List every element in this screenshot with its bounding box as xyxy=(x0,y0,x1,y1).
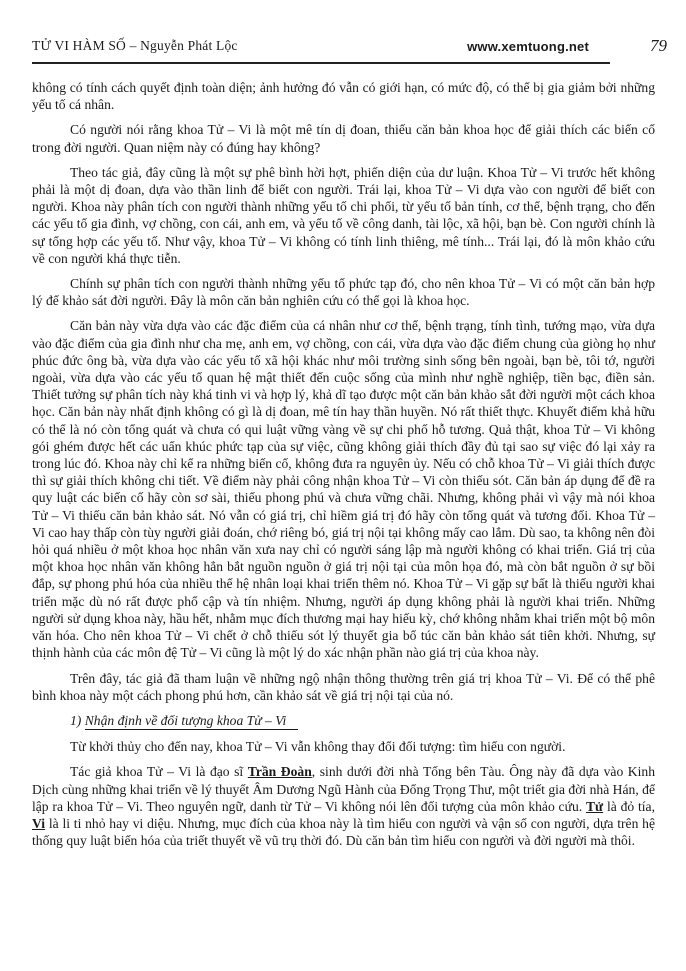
paragraph xyxy=(32,164,655,267)
paragraph xyxy=(32,763,655,849)
text-run: Từ khởi thủy cho đến nay, khoa Tử – Vi vẫn không thay đổi đối tượng: tìm hiểu con người. xyxy=(70,739,566,755)
book-title: TỬ VI HÀM SỐ – Nguyễn Phát Lộc xyxy=(32,38,238,53)
paragraph xyxy=(32,670,655,704)
text-run: Tác giả khoa Tử – Vi là đạo sĩ xyxy=(70,764,248,780)
website-url: www.xemtuong.net xyxy=(467,39,589,54)
page-header xyxy=(32,36,667,62)
emphasized-term: Vi xyxy=(32,815,46,831)
section-heading xyxy=(32,712,655,729)
text-run: 1) xyxy=(70,712,85,728)
paragraph xyxy=(32,121,655,155)
text-run: Theo tác giả, đây cũng là một sự phê bình hời hợt, phiến diện của dư luận. Khoa Tử – Vi trước hết không phải là một dị đoan, dựa vào thần linh để biết con người. Trái lại, khoa Tử – Vi dựa vào con người để biết con người. Khoa này phân tích con người thành những yếu tố chi phối, từ yếu tố bản tính, cơ thể, bệnh trạng, cho đến các yếu tố gia đình, vợ chồng, con cái, anh em, và yếu tố về công danh, tài lộc, xã hội, bạn bè. Con người chính là sự tổng hợp các yếu tố. Như vậy, khoa Tử – Vi không có tính linh thiêng, mê tính... Trái lại, đó là môn khảo cứu về con người khá thực tiễn. xyxy=(32,164,655,266)
text-run: là li ti nhỏ hay vi diệu. Nhưng, mục đích của khoa này là tìm hiểu con người và vận số con người, dựa trên hệ thống quy luật biến hóa của triết thuyết về vũ trụ thời đó. Dù căn bản tìm hiểu con người và đời người mà thôi. xyxy=(32,815,655,849)
text-run: , sinh dưới đời nhà Tống bên Tàu. Ông này đã dựa vào Kinh Dịch cùng những khai triển về lý thuyết Âm Dương Ngũ Hành của Đổng Trọng Thư, một triết gia đời nhà Hán, để lập ra khoa Tử – Vi. Theo nguyên ngữ, danh từ Tử – Vi không nói lên đối tượng của môn khảo cứu. xyxy=(32,764,655,814)
paragraph xyxy=(32,79,655,113)
text-run: không có tính cách quyết định toàn diện; ảnh hưởng đó vẫn có giới hạn, có mức độ, có thể bị gia giảm bởi những yếu tố cá nhân. xyxy=(32,80,655,113)
page-body xyxy=(32,79,655,849)
text-run: Có người nói rằng khoa Tử – Vi là một mê tín dị đoan, thiếu căn bản khoa học để giải thích các biến cố trong đời người. Quan niệm này có đúng hay không? xyxy=(32,122,655,155)
page-number: 79 xyxy=(650,36,667,55)
paragraph xyxy=(32,275,655,309)
text-run: là đỏ tía, xyxy=(603,798,655,814)
text-run: Căn bản này vừa dựa vào các đặc điểm của cá nhân như cơ thể, bệnh trạng, tính tình, tướng mạo, vừa dựa vào đặc điểm của gia đình như cha mẹ, anh em, vợ chồng, con cái, vừa dựa vào đặc điểm chung của giòng họ như phúc đức ông bà, vừa dựa vào các yếu tố xã hội khác như môi trường sinh sống bên ngoài, bạn bè, tôi tớ, người ngoài, vừa dựa vào các yếu tố quan hệ mật thiết đến cuộc sống của mình như nghề nghiệp, tiền bạc, điền sản. Thiết tưởng sự phân tích này khá tinh vi và hợp lý, khả dĩ tạo được một căn bản khảo sắt đời người một cách khoa học. Căn bản này nhất định không có gì là dị đoan, mê tín hay thần huyền. Nó rất thiết thực. Khuyết điểm khả hữu có thể là nó còn tổng quát và chưa có qui luật vững vàng về sự chi phố hỗ tương. Quả thật, khoa Tử – Vi không gói ghém được hết các uẩn khúc phức tạp của sự việc, cũng không giải thích đầy đủ tại sao sự việc đó lại xảy ra trong lúc đó. Khoa này chỉ kể ra những biến cố, không đưa ra nguyên ủy. Nếu có chỗ khoa Tử – Vi giải thích được thì sự giải thích không chi tiết. Về điểm này phải công nhận khoa Tử – Vi còn thiếu sót. Căn bản áp dụng để đề ra quy luật các biến cố hãy còn sơ sài, thiếu phong phú và chưa vững chãi. Nhưng, không phải vì vậy mà nói khoa Tử – Vi thiếu căn bản khảo sát. Nó vẫn có giá trị, chỉ hiềm giá trị đó hãy còn tổng quát và tương đối. Khoa Tử – Vi cao hay thấp còn tùy người giải đoán, chớ riêng bó, giá trị nội tại không mấy cao lắm. Dù sao, ta không nên đòi hỏi quá nhiều ở một khoa học nhân văn xưa nay chỉ có người sáng lập mà người không có khai triển. Giá trị của một khoa học nhân văn không hẳn bắt nguồn nguồn ở giá trị nội tại của môn họa đó, mà còn bắt nguồn ở sự bồi đắp, sự phong phú hóa của nhiều thế hệ nhân loại khai triển thêm nó. Khoa Tử – Vi gặp sự bất là thiếu người khai triển mặc dù nó rất được phổ cập và tín nhiệm. Nhưng, người áp dụng không phải là người khai triển. Những người sử dụng khoa này, hầu hết, nhằm mục đích thương mại hay hiếu kỳ, chớ không nhằm khai triển một bộ môn văn hóa. Cho nên khoa Tử – Vi chết ở chỗ thiếu sót lý thuyết gia bổ túc căn bản khảo sát tiên khởi. Nhưng, sự thịnh hành của các môn đệ Tử – Vi cũng là một lý do xác nhận phần nào giá trị của khoa này. xyxy=(32,318,655,661)
paragraph xyxy=(32,738,655,755)
header-divider xyxy=(32,62,610,64)
paragraph xyxy=(32,317,655,661)
text-run: Trên đây, tác giả đã tham luận về những ngộ nhận thông thường trên giá trị khoa Tử – Vi. Để có thể phê bình khoa này một cách phong phú hơn, cần khảo sát về giá trị nội tại của nó. xyxy=(32,670,655,703)
emphasized-term: Nhận định về đối tượng khoa Tử – Vi xyxy=(85,713,299,730)
emphasized-term: Tử xyxy=(585,798,604,814)
emphasized-term: Trần Đoàn xyxy=(247,764,312,780)
text-run: Chính sự phân tích con người thành những yếu tố phức tạp đó, cho nên khoa Tử – Vi có một căn bản hợp lý để khảo sát đời người. Đây là môn căn bản nghiên cứu có thể gọi là khoa học. xyxy=(32,276,655,309)
